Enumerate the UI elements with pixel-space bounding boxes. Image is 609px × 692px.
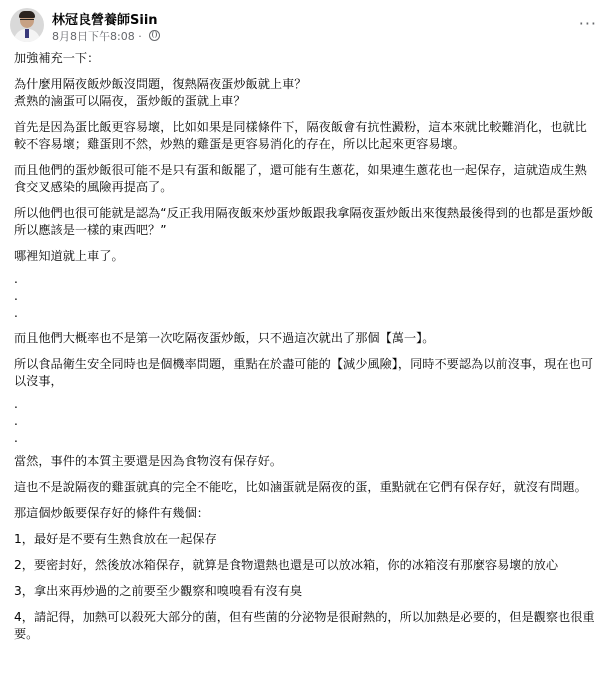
globe-icon — [149, 30, 160, 41]
post-body — [14, 50, 596, 643]
post-paragraph: 首先是因為蛋比飯更容易壞，比如如果是同樣條件下，隔夜飯會有抗性澱粉，這本來就比較難消化，也就比較不容易壞；雞蛋則不然，炒熟的雞蛋是更容易消化的存在，所以比起來更容易壞。 — [14, 120, 587, 151]
post-paragraph: 所以食品衛生安全同時也是個機率問題，重點在於盡可能的【減少風險】，同時不要認為以前沒事，現在也可以沒事， — [14, 357, 593, 388]
post-paragraph: 1，最好是不要有生熟食放在一起保存 — [14, 532, 217, 546]
post-paragraph: 這也不是說隔夜的雞蛋就真的完全不能吃，比如滷蛋就是隔夜的蛋，重點就在它們有保存好，就沒有問題。 — [14, 480, 587, 494]
post-meta — [52, 28, 160, 44]
post-paragraph: 為什麼用隔夜飯炒飯沒問題，復熱隔夜蛋炒飯就上車？ — [14, 77, 307, 91]
post-paragraph: 那這個炒飯要保存好的條件有幾個： — [14, 506, 209, 520]
post-paragraph: 4，請記得，加熱可以殺死大部分的菌，但有些菌的分泌物是很耐熱的，所以加熱是必要的，但是觀察也很重要。 — [14, 610, 595, 641]
dot-line: . — [14, 272, 18, 286]
more-options-icon[interactable]: ··· — [578, 14, 597, 33]
meta-separator: · — [138, 30, 142, 43]
dot-line: . — [14, 306, 18, 320]
post-paragraph: 煮熟的滷蛋可以隔夜，蛋炒飯的蛋就上車？ — [14, 94, 246, 108]
dot-line: . — [14, 414, 18, 428]
post-date[interactable]: 8月8日下午8:08 — [52, 30, 135, 43]
dot-line: . — [14, 431, 18, 445]
post-paragraph: 3，拿出來再炒過的之前要至少觀察和嗅嗅看有沒有臭 — [14, 584, 303, 598]
avatar[interactable] — [10, 8, 44, 42]
post-header — [10, 8, 599, 42]
author-name[interactable]: 林冠良營養師Siin — [52, 13, 158, 28]
post-paragraph: 2，要密封好，然後放冰箱保存，就算是食物還熱也還是可以放冰箱，你的冰箱沒有那麼容易壞的放心 — [14, 558, 559, 572]
post-paragraph: 而且他們的蛋炒飯很可能不是只有蛋和飯罷了，還可能有生蔥花，如果連生蔥花也一起保存，這就造成生熟食交叉感染的風險再提高了。 — [14, 163, 587, 194]
post-paragraph: 所以他們也很可能就是認為“反正我用隔夜飯來炒蛋炒飯跟我拿隔夜蛋炒飯出來復熱最後得到的也都是蛋炒飯所以應該是一樣的東西吧？” — [14, 206, 594, 237]
post-paragraph: 而且他們大概率也不是第一次吃隔夜蛋炒飯，只不過這次就出了那個【萬一】。 — [14, 331, 435, 345]
post-paragraph: 當然，事件的本質主要還是因為食物沒有保存好。 — [14, 454, 283, 468]
post-paragraph: 加強補充一下： — [14, 51, 100, 65]
dot-line: . — [14, 289, 18, 303]
dot-line: . — [14, 397, 18, 411]
post-paragraph: 哪裡知道就上車了。 — [14, 249, 124, 263]
